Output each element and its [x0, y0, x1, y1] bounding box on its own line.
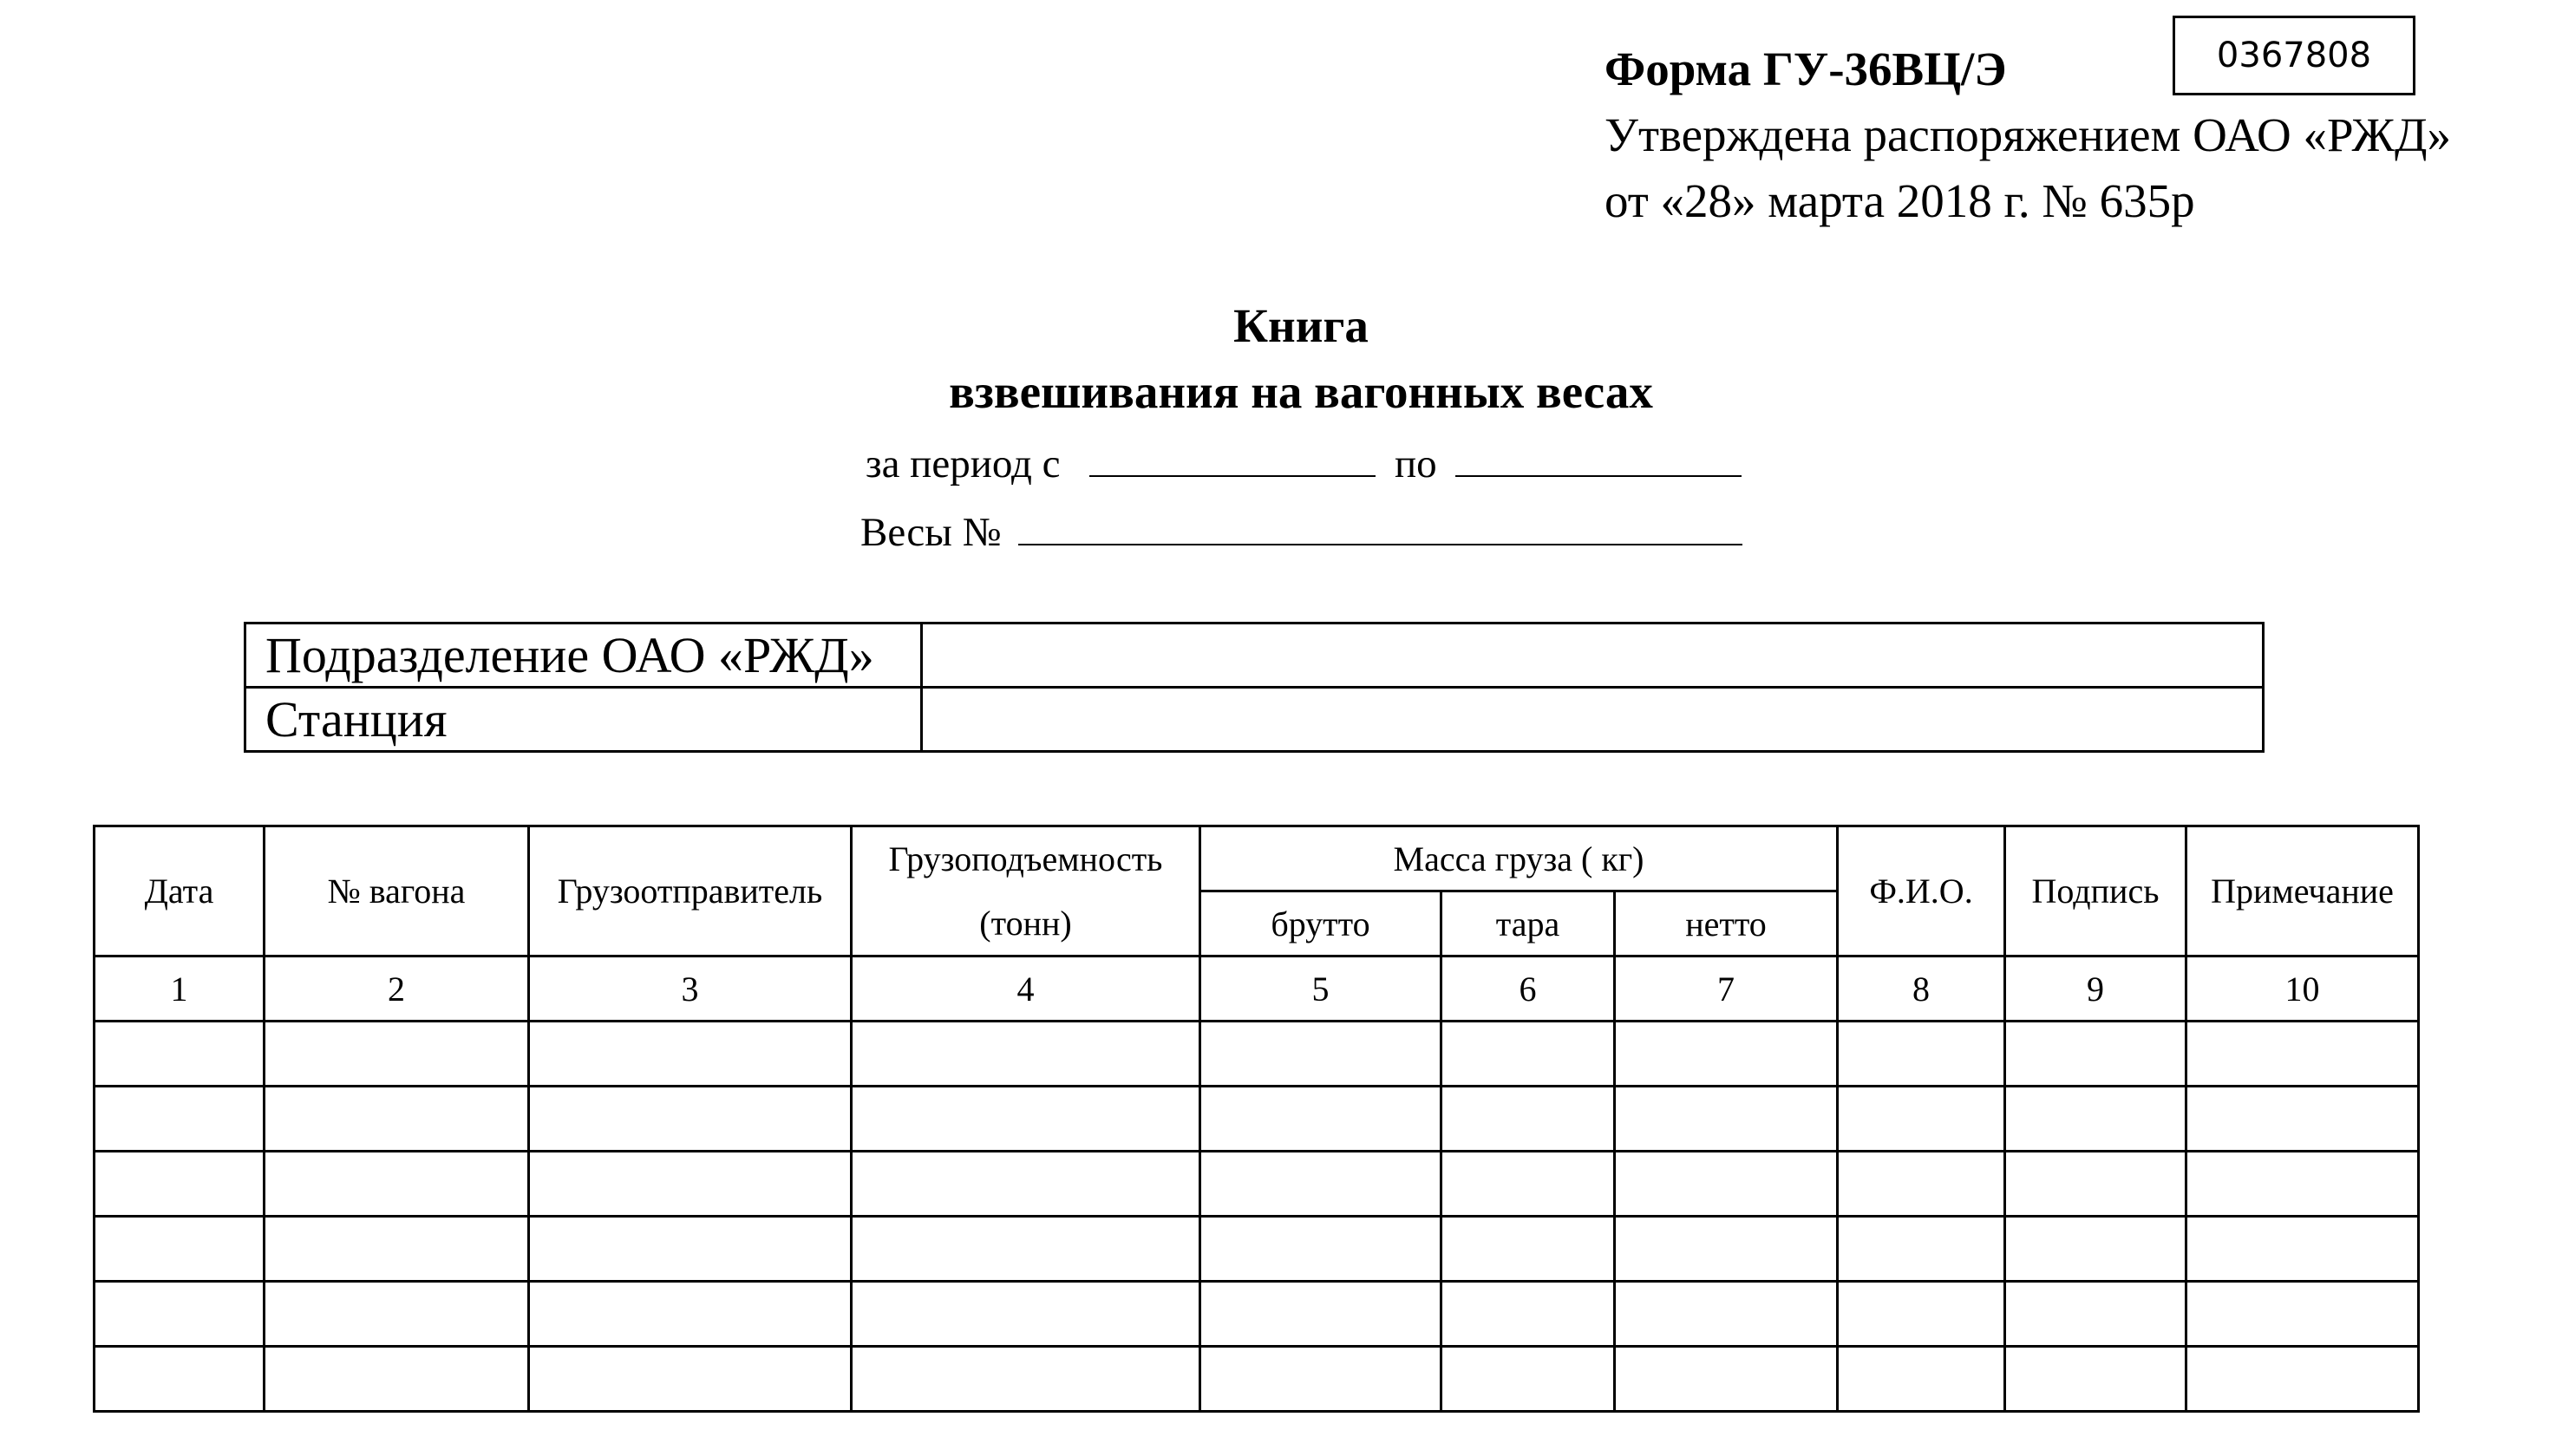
table-cell[interactable] — [2005, 1347, 2186, 1412]
table-cell[interactable] — [265, 1152, 529, 1217]
table-cell[interactable] — [1838, 1347, 2005, 1412]
table-row — [95, 1022, 2419, 1087]
table-body — [95, 1022, 2419, 1412]
table-cell[interactable] — [1838, 1282, 2005, 1347]
table-cell[interactable] — [95, 1152, 265, 1217]
weighing-table — [93, 825, 2420, 1413]
header-note: Примечание — [2186, 826, 2419, 957]
table-row — [95, 1347, 2419, 1412]
column-number: 5 — [1200, 957, 1441, 1022]
table-cell[interactable] — [1200, 1217, 1441, 1282]
column-number: 1 — [95, 957, 265, 1022]
period-line — [866, 432, 1742, 487]
column-number: 6 — [1441, 957, 1615, 1022]
table-row — [95, 1282, 2419, 1347]
header-tare: тара — [1441, 891, 1615, 957]
title-line-1: Книга — [1233, 299, 1369, 352]
table-row — [95, 1087, 2419, 1152]
table-cell[interactable] — [529, 1282, 852, 1347]
table-cell[interactable] — [95, 1347, 265, 1412]
period-middle: по — [1395, 441, 1437, 486]
table-cell[interactable] — [529, 1152, 852, 1217]
info-row-station — [245, 688, 2264, 752]
table-cell[interactable] — [2186, 1022, 2419, 1087]
info-row-division — [245, 624, 2264, 688]
table-cell[interactable] — [1441, 1282, 1615, 1347]
table-cell[interactable] — [265, 1022, 529, 1087]
table-cell[interactable] — [2186, 1152, 2419, 1217]
header-fio: Ф.И.О. — [1838, 826, 2005, 957]
header-mass-group: Масса груза ( кг) — [1200, 826, 1838, 891]
table-cell[interactable] — [1441, 1347, 1615, 1412]
table-cell[interactable] — [852, 1152, 1200, 1217]
station-value-cell[interactable] — [922, 688, 2264, 752]
table-cell[interactable] — [2005, 1282, 2186, 1347]
table-cell[interactable] — [2186, 1282, 2419, 1347]
table-cell[interactable] — [95, 1217, 265, 1282]
header-capacity-bottom: (тонн) — [852, 891, 1200, 957]
table-cell[interactable] — [1200, 1282, 1441, 1347]
station-label: Станция — [245, 688, 922, 752]
column-number: 2 — [265, 957, 529, 1022]
division-value-cell[interactable] — [922, 624, 2264, 688]
column-number: 8 — [1838, 957, 2005, 1022]
table-cell[interactable] — [1441, 1217, 1615, 1282]
header-row-1 — [95, 826, 2419, 891]
table-cell[interactable] — [529, 1217, 852, 1282]
table-cell[interactable] — [2186, 1087, 2419, 1152]
table-cell[interactable] — [2005, 1152, 2186, 1217]
header-signature: Подпись — [2005, 826, 2186, 957]
table-cell[interactable] — [265, 1087, 529, 1152]
table-cell[interactable] — [1615, 1282, 1838, 1347]
table-cell[interactable] — [1615, 1347, 1838, 1412]
scales-label: Весы № — [860, 510, 1002, 555]
form-name: Форма ГУ-36ВЦ/Э — [1605, 42, 2007, 95]
table-cell[interactable] — [1615, 1217, 1838, 1282]
header-date: Дата — [95, 826, 265, 957]
column-number: 7 — [1615, 957, 1838, 1022]
table-cell[interactable] — [2186, 1217, 2419, 1282]
scales-number-field[interactable] — [1018, 500, 1742, 545]
table-cell[interactable] — [265, 1347, 529, 1412]
header-wagon-no: № вагона — [265, 826, 529, 957]
table-cell[interactable] — [1441, 1022, 1615, 1087]
table-cell[interactable] — [1441, 1087, 1615, 1152]
form-date-line: от «28» марта 2018 г. № 635р — [1605, 174, 2195, 227]
header-gross: брутто — [1200, 891, 1441, 957]
table-cell[interactable] — [1838, 1087, 2005, 1152]
table-cell[interactable] — [529, 1347, 852, 1412]
table-cell[interactable] — [852, 1022, 1200, 1087]
period-prefix: за период с — [866, 441, 1061, 486]
table-cell[interactable] — [265, 1217, 529, 1282]
column-number: 3 — [529, 957, 852, 1022]
form-header — [1605, 36, 2451, 234]
table-cell[interactable] — [852, 1347, 1200, 1412]
period-from-field[interactable] — [1089, 432, 1376, 477]
division-label: Подразделение ОАО «РЖД» — [245, 624, 922, 688]
table-cell[interactable] — [1615, 1022, 1838, 1087]
table-cell[interactable] — [1200, 1087, 1441, 1152]
table-cell[interactable] — [2005, 1022, 2186, 1087]
column-number: 4 — [852, 957, 1200, 1022]
table-cell[interactable] — [852, 1217, 1200, 1282]
table-cell[interactable] — [1615, 1087, 1838, 1152]
table-cell[interactable] — [2186, 1347, 2419, 1412]
info-table — [244, 622, 2265, 753]
column-number-row — [95, 957, 2419, 1022]
period-to-field[interactable] — [1455, 432, 1742, 477]
table-cell[interactable] — [1838, 1022, 2005, 1087]
table-cell[interactable] — [852, 1282, 1200, 1347]
table-cell[interactable] — [852, 1087, 1200, 1152]
table-cell[interactable] — [1615, 1152, 1838, 1217]
table-cell[interactable] — [95, 1282, 265, 1347]
document-title — [0, 293, 2549, 425]
table-cell[interactable] — [265, 1282, 529, 1347]
title-line-2: взвешивания на вагонных весах — [949, 365, 1653, 418]
table-cell[interactable] — [1441, 1152, 1615, 1217]
table-cell[interactable] — [1838, 1217, 2005, 1282]
document-number: 0367808 — [2216, 36, 2372, 75]
table-cell[interactable] — [529, 1087, 852, 1152]
header-shipper: Грузоотправитель — [529, 826, 852, 957]
header-net: нетто — [1615, 891, 1838, 957]
table-cell[interactable] — [95, 1087, 265, 1152]
table-cell[interactable] — [2005, 1087, 2186, 1152]
table-cell[interactable] — [1200, 1152, 1441, 1217]
column-number: 9 — [2005, 957, 2186, 1022]
table-row — [95, 1217, 2419, 1282]
scales-line — [860, 500, 1742, 556]
table-cell[interactable] — [1200, 1347, 1441, 1412]
form-approved-line: Утверждена распоряжением ОАО «РЖД» — [1605, 108, 2451, 161]
table-cell[interactable] — [95, 1022, 265, 1087]
table-cell[interactable] — [529, 1022, 852, 1087]
header-capacity-top: Грузоподъемность — [852, 826, 1200, 891]
table-cell[interactable] — [2005, 1217, 2186, 1282]
table-row — [95, 1152, 2419, 1217]
table-cell[interactable] — [1200, 1022, 1441, 1087]
column-number: 10 — [2186, 957, 2419, 1022]
table-cell[interactable] — [1838, 1152, 2005, 1217]
